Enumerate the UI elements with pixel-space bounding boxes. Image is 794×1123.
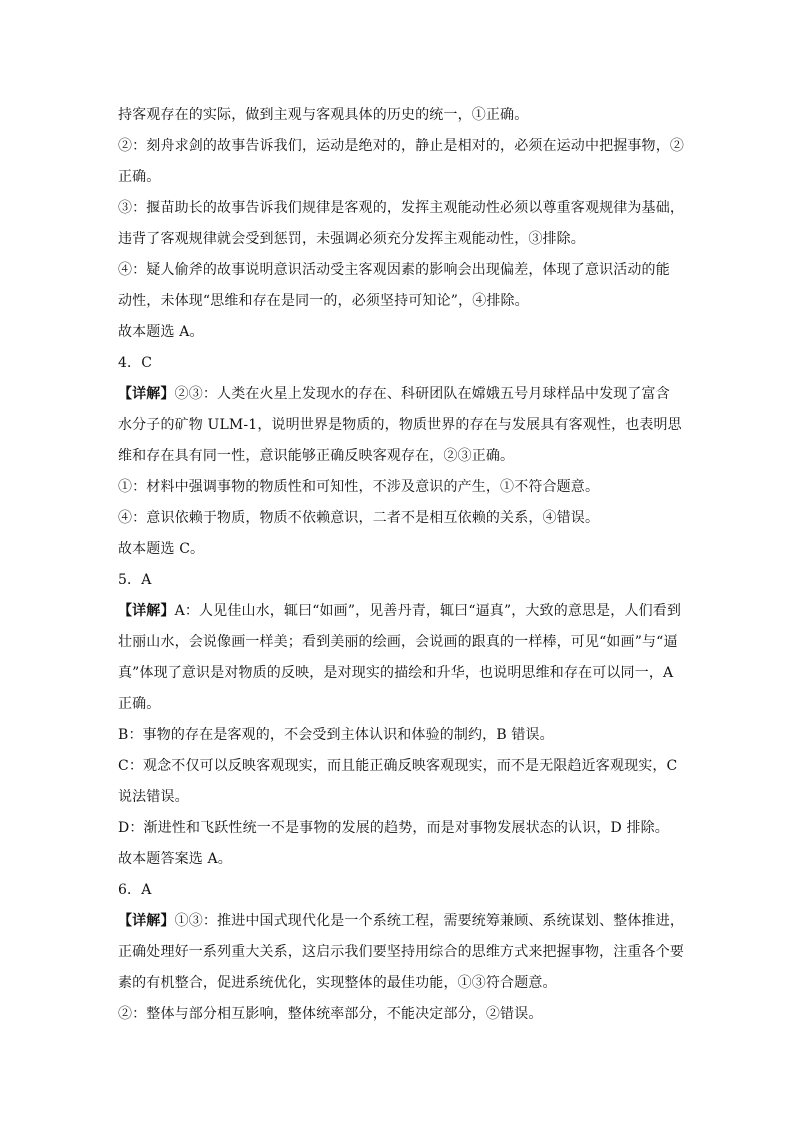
text-line: 水分子的矿物 ULM-1，说明世界是物质的，物质世界的存在与发展具有客观性，也表明思: [118, 417, 682, 433]
detail-label: 【详解】: [118, 386, 175, 402]
text-line: 违背了客观规律就会受到惩罚，未强调必须充分发挥主观能动性，③排除。: [118, 231, 585, 247]
text-line: 维和存在具有同一性，意识能够正确反映客观存在，②③正确。: [118, 448, 515, 464]
text-line: ③：揠苗助长的故事告诉我们规律是客观的，发挥主观能动性必须以尊重客观规律为基础，: [118, 200, 684, 216]
conclusion-line: 故本题选 C。: [118, 541, 205, 557]
text-line: ②：刻舟求剑的故事告诉我们，运动是绝对的，静止是相对的，必须在运动中把握事物，②: [118, 138, 684, 154]
text-line: 说法错误。: [118, 789, 189, 805]
question-answer-heading: 6．A: [118, 882, 152, 898]
question-answer-heading: 5．A: [118, 572, 152, 588]
text-line: 壮丽山水，会说像画一样美；看到美丽的绘画，会说画的跟真的一样棒，可见“如画”与“逼: [118, 634, 678, 650]
text-line: ④：意识依赖于物质，物质不依赖意识，二者不是相互依赖的关系，④错误。: [118, 510, 600, 526]
text-line: B：事物的存在是客观的，不会受到主体认识和体验的制约，B 错误。: [118, 727, 554, 743]
text-line: ④：疑人偷斧的故事说明意识活动受主客观因素的影响会出现偏差，体现了意识活动的能: [118, 262, 670, 278]
text-line: ②：整体与部分相互影响，整体统率部分，不能决定部分，②错误。: [118, 1006, 543, 1022]
text-line: 素的有机整合，促进系统优化，实现整体的最佳功能，①③符合题意。: [118, 975, 557, 991]
detail-label: 【详解】: [118, 603, 175, 619]
detail-label: 【详解】: [118, 913, 175, 929]
text-line: 【详解】①③：推进中国式现代化是一个系统工程，需要统筹兼顾、系统谋划、整体推进，: [118, 913, 685, 929]
text-line: 动性，未体现“思维和存在是同一的，必须坚持可知论”，④排除。: [118, 293, 529, 309]
text-line: 【详解】②③：人类在火星上发现水的存在、科研团队在嫦娥五号月球样品中发现了富含: [118, 386, 670, 402]
text-line: 正确。: [118, 169, 161, 185]
text-line: 正确处理好一系列重大关系，这启示我们要坚持用综合的思维方式来把握事物，注重各个要: [118, 944, 684, 960]
question-answer-heading: 4．C: [118, 355, 153, 371]
text-line: D：渐进性和飞跃性统一不是事物的发展的趋势，而是对事物发展状态的认识，D 排除。: [118, 820, 669, 836]
text-line: 正确。: [118, 696, 161, 712]
text-line: ①：材料中强调事物的物质性和可知性，不涉及意识的产生，①不符合题意。: [118, 479, 600, 495]
conclusion-line: 故本题选 A。: [118, 324, 204, 340]
text-line: C：观念不仅可以反映客观现实，而且能正确反映客观现实，而不是无限趋近客观现实，C: [118, 758, 678, 774]
conclusion-line: 故本题答案选 A。: [118, 851, 232, 867]
text-line: 持客观存在的实际，做到主观与客观具体的历史的统一，①正确。: [118, 107, 529, 123]
answer-explanation-text: [118, 100, 685, 1030]
text-line: 【详解】A：人见佳山水，辄曰“如画”，见善丹青，辄曰“逼真”，大致的意思是，人们看到: [118, 603, 682, 619]
text-line: 真”体现了意识是对物质的反映，是对现实的描绘和升华，也说明思维和存在可以同一，A: [118, 665, 674, 681]
